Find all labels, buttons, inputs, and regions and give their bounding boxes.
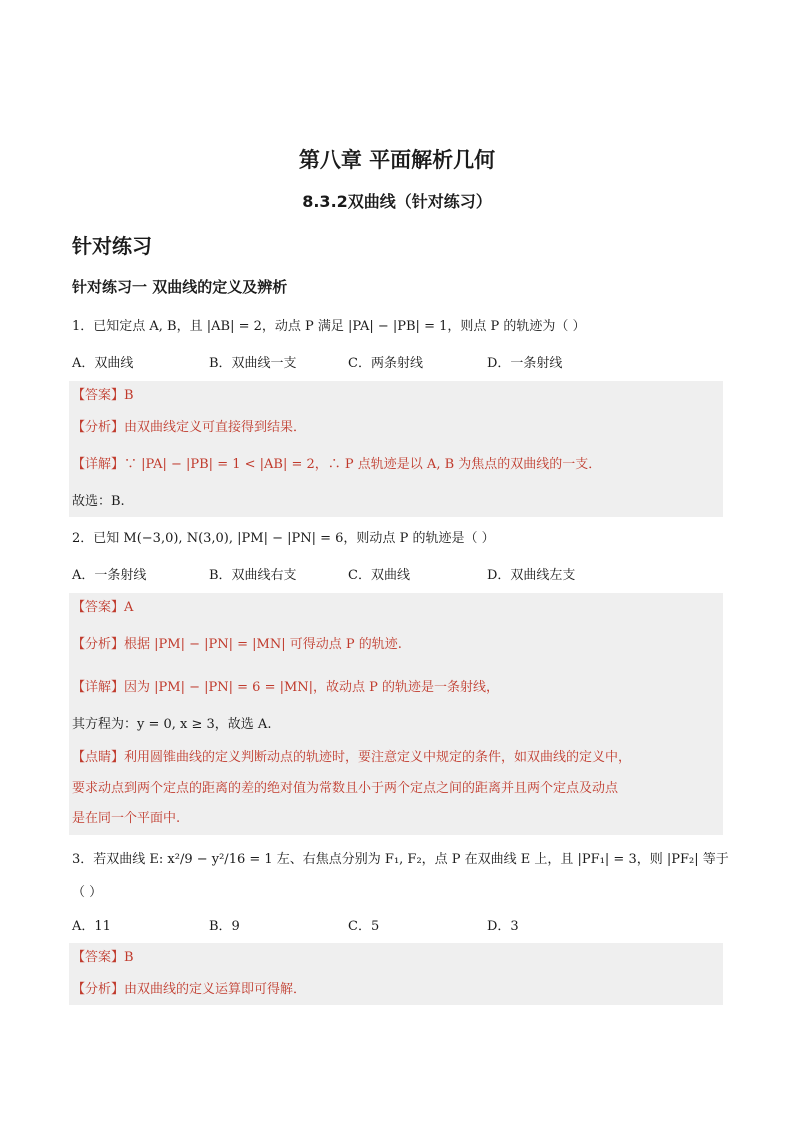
analysis-text: 根据 |PM| − |PN| = |MN| 可得动点 P 的轨迹. [124, 637, 402, 652]
q3-option-a: A．11 [72, 919, 111, 934]
q3-stem-line-1: 3．若双曲线 E: x²/9 − y²/16 = 1 左、右焦点分别为 F₁, F₂，点 P 在双曲线 E 上，且 |PF₁| = 3，则 |PF₂| 等于 [72, 852, 729, 867]
answer-value: B [124, 950, 134, 965]
q1-stem: 1．已知定点 A, B，且 |AB| = 2，动点 P 满足 |PA| − |PB| = 1，则点 P 的轨迹为（ ） [72, 319, 586, 334]
q1-option-d: D．一条射线 [487, 356, 563, 371]
q3-option-b: B．9 [209, 919, 240, 934]
answer-value: A [124, 600, 134, 615]
q2-option-b: B．双曲线右支 [209, 568, 297, 583]
q2-equation: 其方程为：y = 0, x ≥ 3，故选 A. [72, 717, 272, 732]
detail-tag: 【详解】 [72, 680, 125, 695]
q1-solution-box [69, 381, 723, 517]
chapter-title: 第八章 平面解析几何 [298, 148, 496, 172]
q1-option-a: A．双曲线 [72, 356, 134, 371]
q1-analysis [72, 418, 306, 438]
q1-option-b: B．双曲线一支 [209, 356, 297, 371]
answer-tag: 【答案】 [72, 388, 125, 403]
analysis-tag: 【分析】 [72, 420, 125, 435]
q1-option-c: C．两条射线 [348, 356, 423, 371]
detail-text: 因为 |PM| − |PN| = 6 = |MN|，故动点 P 的轨迹是一条射线， [124, 680, 500, 695]
q3-answer [72, 948, 134, 968]
detail-text: ∵ |PA| − |PB| = 1 < |AB| = 2，∴ P 点轨迹是以 A, B 为焦点的双曲线的一支． [124, 457, 602, 472]
analysis-text: 由双曲线定义可直接得到结果． [124, 420, 307, 435]
note-text: 利用圆锥曲线的定义判断动点的轨迹时，要注意定义中规定的条件，如双曲线的定义中， [124, 750, 632, 765]
sub-heading: 针对练习一 双曲线的定义及辨析 [72, 278, 288, 296]
q2-stem: 2．已知 M(−3,0), N(3,0), |PM| − |PN| = 6，则动点 P 的轨迹是（ ） [72, 531, 495, 546]
page-heading: 针对练习 [72, 234, 152, 258]
q2-note-2: 要求动点到两个定点的距离的差的绝对值为常数且小于两个定点之间的距离并且两个定点及动点 [72, 781, 619, 796]
analysis-text: 由双曲线的定义运算即可得解． [124, 982, 307, 997]
q2-answer [72, 598, 133, 618]
q2-detail [72, 678, 499, 698]
q3-analysis [72, 980, 306, 1000]
detail-tag: 【详解】 [72, 457, 125, 472]
answer-tag: 【答案】 [72, 600, 125, 615]
note-tag: 【点睛】 [72, 750, 125, 765]
q2-option-a: A．一条射线 [72, 568, 147, 583]
analysis-tag: 【分析】 [72, 982, 125, 997]
q3-option-d: D．3 [487, 919, 519, 934]
section-title: 8.3.2双曲线（针对练习） [302, 192, 492, 211]
q2-analysis [72, 635, 402, 655]
q1-choice: 故选：B. [72, 494, 125, 509]
q1-detail [72, 455, 601, 475]
q2-note-1 [72, 748, 631, 768]
q1-answer [72, 386, 134, 406]
q2-option-c: C．双曲线 [348, 568, 410, 583]
analysis-tag: 【分析】 [72, 637, 125, 652]
answer-tag: 【答案】 [72, 950, 125, 965]
answer-value: B [124, 388, 134, 403]
q2-note-3: 是在同一个平面中. [72, 811, 181, 826]
q3-stem-line-2: （ ） [72, 885, 103, 900]
q3-option-c: C．5 [348, 919, 380, 934]
q2-option-d: D．双曲线左支 [487, 568, 576, 583]
